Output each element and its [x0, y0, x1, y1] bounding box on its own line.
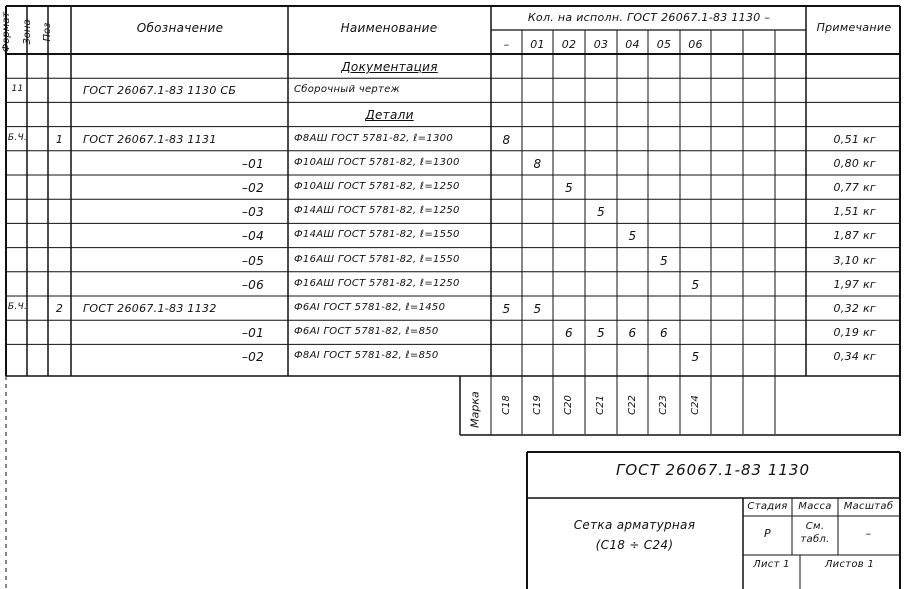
cell-note: 0,19 кг: [833, 326, 876, 340]
header-qty-title: Кол. на исполн. ГОСТ 26067.1-83 1130 –: [527, 11, 771, 24]
cell-note: 0,32 кг: [833, 302, 876, 315]
cell-pos: 1: [55, 132, 64, 146]
cell-note: 0,51 кг: [833, 132, 876, 146]
section-title: Документация: [341, 60, 438, 74]
cell-qty: 6: [565, 326, 573, 341]
cell-name: Сборочный чертеж: [294, 84, 400, 96]
cell-designation: –05: [241, 253, 264, 268]
cell-qty: 5: [597, 205, 605, 220]
cell-name: Ф16АШ ГОСТ 5781-82, ℓ=1550: [294, 253, 460, 265]
cell-designation: –01: [241, 156, 264, 171]
cell-pos: 2: [55, 302, 64, 315]
cell-format: Б.Ч.: [7, 302, 28, 312]
header-note: Примечание: [816, 21, 892, 34]
marka-value: С24: [689, 395, 701, 415]
cell-note: 1,87 кг: [833, 229, 876, 243]
title-scale-label: Масштаб: [843, 501, 894, 512]
title-stage-value: Р: [764, 527, 771, 540]
cell-qty: 5: [533, 302, 542, 316]
cell-note: 0,77 кг: [833, 181, 876, 194]
title-name-line1: Сетка арматурная: [573, 518, 696, 532]
title-sheets: Листов 1: [824, 559, 875, 570]
cell-qty: 8: [502, 132, 511, 147]
cell-name: Ф10АШ ГОСТ 5781-82, ℓ=1250: [294, 181, 460, 192]
header-designation: Обозначение: [136, 21, 224, 35]
cell-qty: 6: [660, 326, 668, 341]
marka-value: С22: [626, 395, 638, 415]
header-variant: –: [503, 38, 510, 51]
marka-value: С20: [563, 395, 574, 415]
title-name-line2: (С18 ÷ С24): [595, 538, 674, 552]
marka-label: Марка: [468, 391, 482, 428]
cell-name: Ф14АШ ГОСТ 5781-82, ℓ=1250: [294, 205, 460, 217]
cell-format: 11: [11, 84, 24, 95]
title-stage-label: Стадия: [747, 501, 788, 512]
cell-name: Ф8АШ ГОСТ 5781-82, ℓ=1300: [294, 132, 453, 144]
cell-qty: 5: [691, 277, 700, 292]
cell-name: Ф8АI ГОСТ 5781-82, ℓ=850: [294, 350, 439, 362]
header-zone: Зона: [22, 19, 33, 45]
header-variant: 03: [593, 38, 609, 51]
cell-format: Б.Ч.: [7, 132, 28, 143]
cell-designation: –06: [241, 277, 264, 292]
cell-name: Ф6АI ГОСТ 5781-82, ℓ=850: [294, 326, 439, 338]
cell-designation: –01: [241, 326, 264, 341]
section-title: Детали: [365, 108, 414, 123]
cell-designation: –02: [241, 350, 264, 365]
title-mass-value-line2: табл.: [800, 534, 830, 545]
title-mass-value-line1: См.: [805, 521, 825, 532]
marka-value: С18: [500, 395, 512, 415]
title-doc-number: ГОСТ 26067.1-83 1130: [615, 461, 811, 479]
cell-designation: ГОСТ 26067.1-83 1130 СБ: [83, 84, 237, 98]
cell-note: 3,10 кг: [833, 253, 876, 267]
marka-value: С19: [531, 395, 543, 415]
cell-designation: –04: [241, 229, 264, 244]
header-pos: Поз: [42, 22, 53, 42]
title-sheet: Лист 1: [753, 559, 790, 570]
cell-designation: –03: [241, 205, 264, 220]
marka-value: С23: [658, 395, 669, 415]
cell-qty: 5: [628, 229, 637, 244]
cell-qty: 8: [533, 156, 542, 171]
cell-name: Ф6АI ГОСТ 5781-82, ℓ=1450: [294, 302, 446, 313]
marka-value: С21: [595, 395, 606, 415]
cell-note: 0,34 кг: [833, 350, 876, 364]
cell-qty: 5: [565, 181, 573, 195]
header-name: Наименование: [340, 21, 438, 35]
header-variant: 01: [530, 38, 545, 51]
cell-qty: 6: [628, 326, 637, 341]
header-variant: 04: [625, 38, 640, 51]
cell-qty: 5: [691, 350, 700, 365]
cell-name: Ф14АШ ГОСТ 5781-82, ℓ=1550: [294, 229, 460, 241]
cell-name: Ф10АШ ГОСТ 5781-82, ℓ=1300: [294, 156, 460, 168]
cell-note: 0,80 кг: [833, 156, 876, 170]
header-variant: 02: [561, 38, 577, 51]
cell-designation: ГОСТ 26067.1-83 1131: [83, 132, 217, 146]
header-format: Формат: [1, 11, 12, 53]
cell-designation: ГОСТ 26067.1-83 1132: [83, 302, 217, 315]
cell-qty: 5: [597, 326, 605, 341]
cell-name: Ф16АШ ГОСТ 5781-82, ℓ=1250: [294, 277, 460, 289]
cell-qty: 5: [660, 253, 668, 268]
title-scale-value: –: [865, 527, 872, 540]
title-mass-label: Масса: [798, 501, 832, 512]
cell-note: 1,51 кг: [833, 205, 876, 219]
header-variant: 06: [688, 38, 703, 51]
cell-qty: 5: [502, 302, 511, 316]
cell-note: 1,97 кг: [833, 277, 876, 291]
cell-designation: –02: [241, 181, 264, 195]
header-variant: 05: [656, 38, 672, 51]
